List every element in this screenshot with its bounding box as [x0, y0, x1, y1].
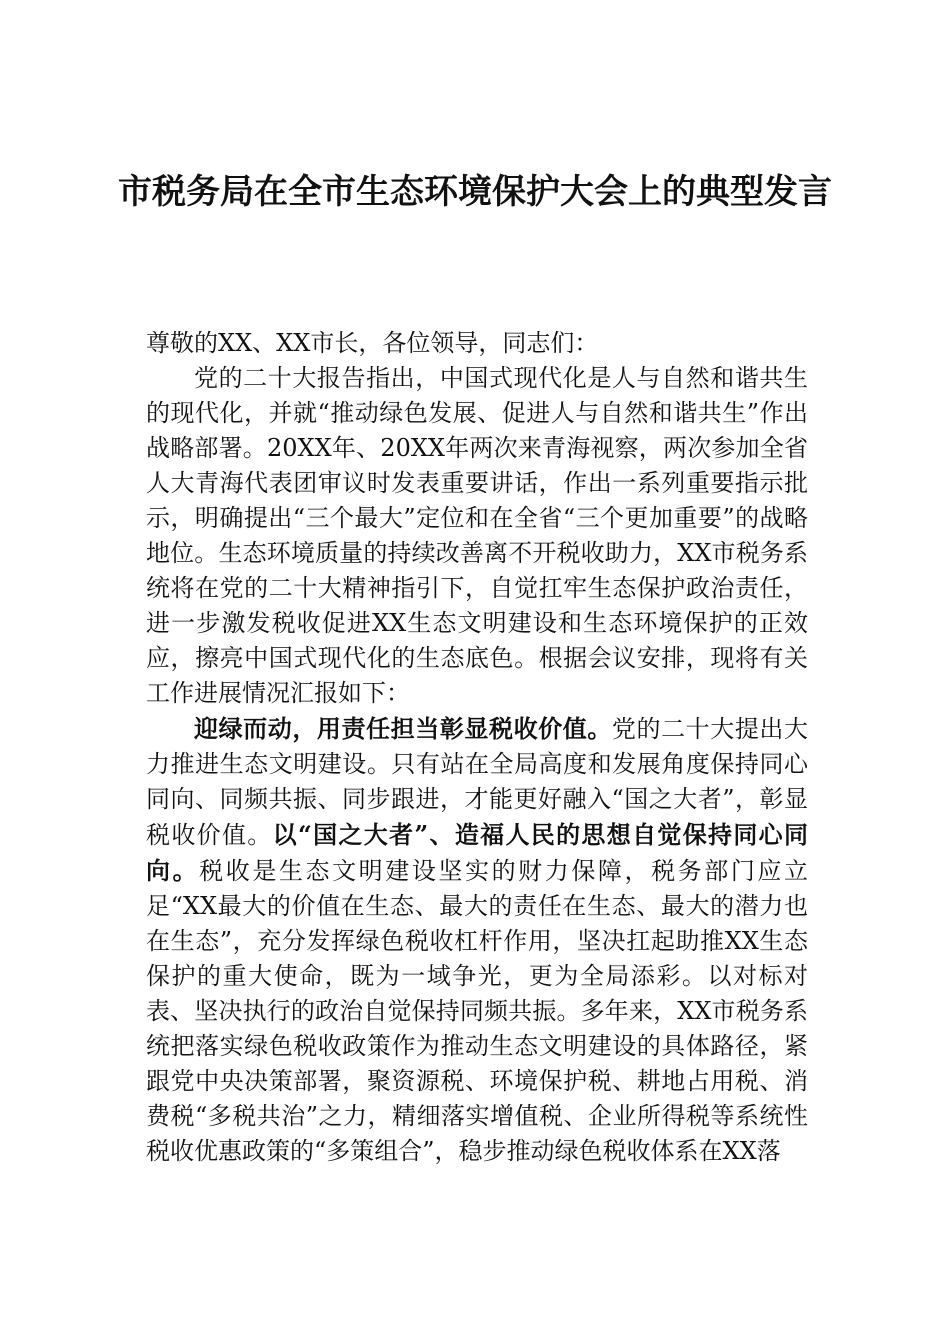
- document-title: 市税务局在全市生态环境保护大会上的典型发言: [118, 172, 832, 212]
- paragraph-2-text-1: 党的二十大提出大力推进生态文明建设。只有站在全局高度和发展角度保持同心同向、同频共振、同步跟进，才能更好融入“国之大者”，彰显税收价值。: [146, 715, 809, 849]
- paragraph-2-text-2: 税收是生态文明建设坚实的财力保障，税务部门应立足“XX最大的价值在生态、最大的责任在生态、最大的潜力也在生态”，充分发挥绿色税收杠杆作用，坚决扛起助推XX生态保护的重大使命，既为一域争光，更为全局添彩。以对标对表、坚决执行的政治自觉保持同频共振。多年来，XX市税务系统把落实绿色税收政策作为推动生态文明建设的具体路径，紧跟党中央决策部署，聚资源税、环境保护税、耕地占用税、消费税“多税共治”之力，精细落实增值税、企业所得税等系统性税收优惠政策的“多策组合”，稳步推动绿色税收体系在XX落: [146, 857, 809, 1165]
- document-body: [146, 326, 808, 1169]
- salutation: 尊敬的XX、XX市长，各位领导，同志们：: [146, 329, 599, 357]
- paragraph-2-heading: 迎绿而动，用责任担当彰显税收价值。: [194, 714, 612, 743]
- paragraph-1: 党的二十大报告指出，中国式现代化是人与自然和谐共生的现代化，并就“推动绿色发展、促进人与自然和谐共生”作出战略部署。20XX年、20XX年两次来青海视察，两次参加全省人大青海代表团审议时发表重要讲话，作出一系列重要指示批示，明确提出“三个最大”定位和在全省“三个更加重要”的战略地位。生态环境质量的持续改善离不开税收助力，XX市税务系统将在党的二十大精神指引下，自觉扛牢生态保护政治责任，进一步激发税收促进XX生态文明建设和生态环境保护的正效应，擦亮中国式现代化的生态底色。根据会议安排，现将有关工作进展情况汇报如下：: [146, 364, 808, 707]
- paragraph-2: [146, 711, 808, 1169]
- paragraph-2-bold-2: 以“国之大者”、造福人民的思想自觉保持同心同向。: [146, 820, 809, 885]
